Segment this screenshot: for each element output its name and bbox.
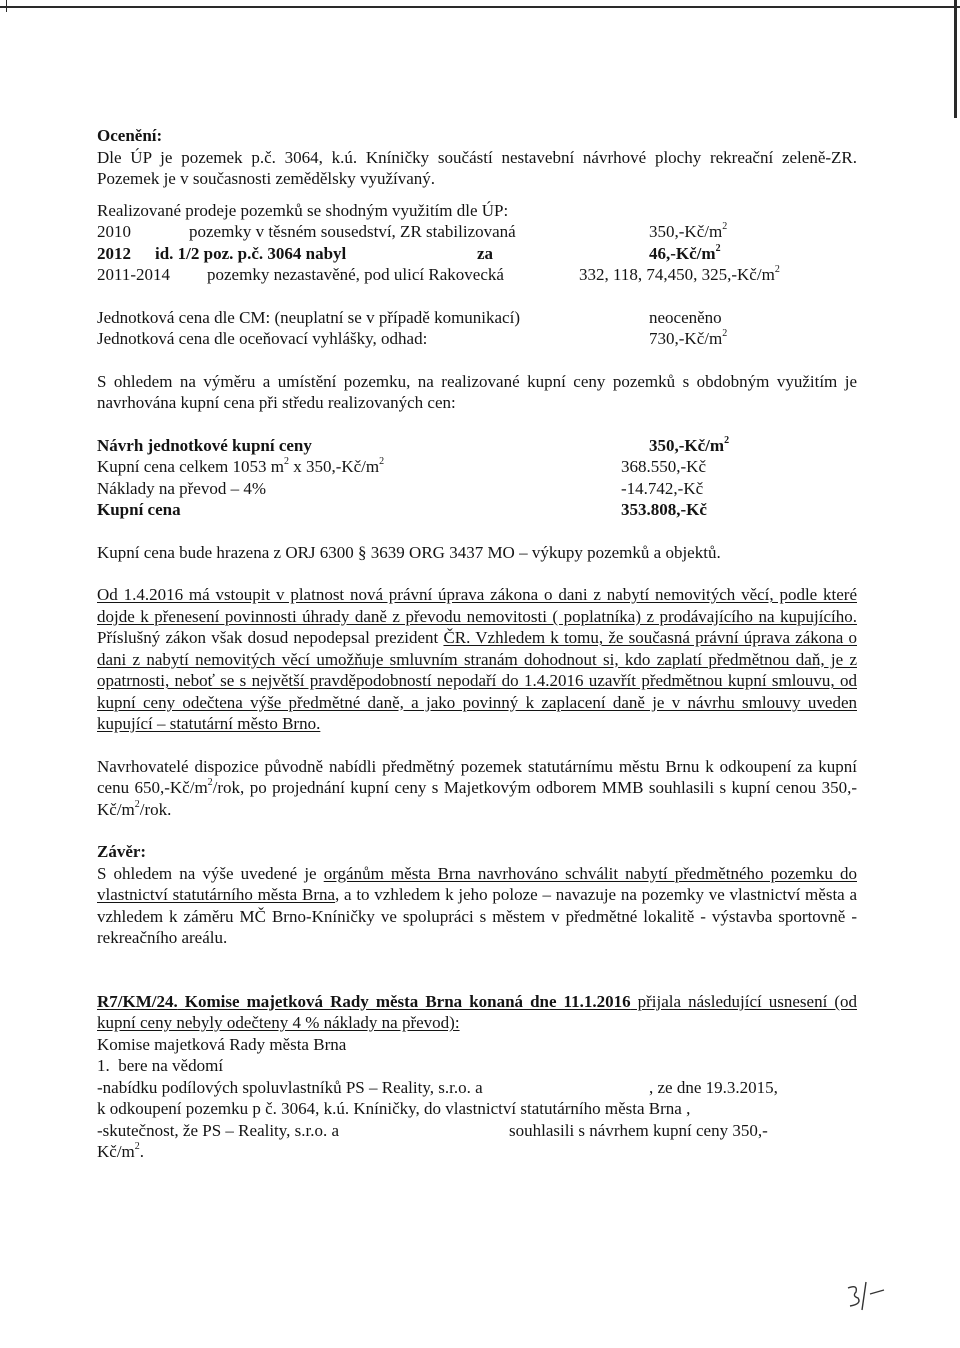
sale-row-2012	[97, 243, 857, 265]
payment-note: Kupní cena bude hrazena z ORJ 6300 § 3639 ORG 3437 MO – výkupy pozemků a objektů.	[97, 542, 721, 562]
calc-costs-row	[97, 478, 857, 500]
resolution-line1: -nabídku podílových spoluvlastníků PS – Reality, s.r.o. a , ze dne 19.3.2015,	[97, 1077, 778, 1097]
calc-proposal-row	[97, 435, 857, 457]
sale-desc: pozemky nezastavěné, pod ulicí Rakovecká	[207, 265, 504, 284]
calc-total-label: Kupní cena celkem 1053 $m^2$ x $350,-Kč/m^2$	[97, 456, 385, 476]
unit-price-decree-row	[97, 328, 857, 350]
sale-desc: pozemky v těsném sousedství, ZR stabilizovaná	[189, 222, 516, 241]
calc-price-label: Kupní cena	[97, 500, 181, 519]
tax-note-part2: Příslušný zákon však dosud nepodepsal prezident	[97, 628, 444, 647]
resolution-line4: $Kč/m^2$.	[97, 1141, 145, 1161]
zaver-heading: Závěr:	[97, 842, 147, 861]
calc-total-row	[97, 456, 857, 478]
sale-row-2010	[97, 221, 857, 243]
resolution-line2: k odkoupení pozemku p č. 3064, k.ú. Kníničky, do vlastnictví statutárního města Brna ,	[97, 1099, 691, 1118]
sale-year: 2011-2014	[97, 265, 171, 284]
sales-intro: Realizované prodeje pozemků se shodným využitím dle ÚP:	[97, 200, 509, 220]
sale-year: 2010	[97, 222, 131, 241]
unit-price-cm-value: neoceněno	[649, 307, 722, 327]
unit-price-cm-label: Jednotková cena dle CM: (neuplatní se v případě komunikací)	[97, 307, 520, 327]
resolution-title	[97, 991, 857, 1034]
proposers-paragraph: Navrhovatelé dispozice původně nabídli předmětný pozemek statutárnímu městu Brnu k odkoupení za kupní cenu $650,-Kč/m^2$/rok, po projednání kupní ceny s Majetkovým odborem MMB souhlasili s kupní cenou $350,-Kč/m^2$/rok.	[97, 756, 857, 819]
calc-price-value: 353.808,-Kč	[621, 500, 707, 519]
unit-price-decree-value: $730,-Kč/m^2$	[649, 328, 728, 348]
tax-note-paragraph	[97, 584, 857, 735]
calc-proposal-label: Návrh jednotkové kupní ceny	[97, 435, 312, 455]
proposal-paragraph: S ohledem na výměru a umístění pozemku, na realizované kupní ceny pozemků s obdobným využitím je navrhována kupní cena při středu realizovaných cen:	[97, 371, 857, 412]
zaver-paragraph: S ohledem na výše uvedené je orgánům města Brna navrhováno schválit nabytí předmětného pozemku do vlastnictví statutárního města Brna, a to vzhledem k jeho poloze – navazuje na pozemky ve vlastnictví města a vzhledem k záměru MČ Brno-Kníničky ve spolupráci s městem v předmětné lokalitě - výstavba sportovně - rekreačního areálu.	[97, 863, 858, 947]
scan-border-left	[6, 0, 7, 12]
sale-price: $350,-Kč/m^2$	[649, 221, 728, 241]
sale-desc: id. 1/2 poz. p.č. 3064 nabyl	[155, 243, 347, 263]
resolution-line3: -skutečnost, že PS – Reality, s.r.o. a souhlasili s návrhem kupní ceny 350,-	[97, 1120, 768, 1140]
calc-costs-value: -14.742,-Kč	[621, 478, 704, 498]
sale-year: 2012	[97, 243, 131, 263]
sale-desc-za: za	[477, 243, 494, 263]
tax-note-part3: ČR. Vzhledem k tomu, že současná právní úprava zákona o dani z nabytí nemovitých věcí umožňuje smluvním stranám dohodnout si, kdo zaplatí předmětnou daň, je z opatrnosti, neboť se s největší pravděpodobností nepodaří do 1.4.2016 uzavřít předmětnou kupní smlouvu, od kupní ceny odečtena výše předmětné daně, a jako povinný k zaplacení daně je v návrhu smlouvy uveden kupující – statutární město Brno.	[97, 628, 857, 733]
calc-costs-label: Náklady na převod – 4%	[97, 478, 267, 498]
oceneni-paragraph: Dle ÚP je pozemek p.č. 3064, k.ú. Kníničky součástí nestavební návrhové plochy rekreační zeleně-ZR. Pozemek je v současnosti zemědělsky využívaný.	[97, 147, 857, 188]
handwritten-page-mark	[840, 1276, 890, 1316]
sale-price: $46,-Kč/m^2$	[649, 242, 721, 263]
scan-border-top	[0, 6, 960, 8]
sale-price: 332, 118, 74,450, $325,-Kč/m^2$	[579, 264, 780, 284]
calc-proposal-value: $350,-Kč/m^2$	[649, 434, 730, 455]
unit-price-decree-label: Jednotková cena dle oceňovací vyhlášky, odhad:	[97, 329, 428, 348]
resolution-title-rest: přijala následující usnesení (od kupní ceny nebyly odečteny 4 % náklady na převod):	[97, 991, 857, 1032]
scan-border-right	[954, 0, 957, 118]
oceneni-heading: Ocenění:	[97, 126, 163, 145]
resolution-code: R7/KM/24.	[97, 991, 178, 1011]
calc-price-row	[97, 499, 857, 521]
sale-row-2011-2014	[97, 264, 857, 286]
tax-note-part1: Od 1.4.2016 má vstoupit v platnost nová právní úprava zákona o dani z nabytí nemovitých věcí, podle které dojde k přenesení povinnosti úhrady daně z převodu nemovitosti ( poplatníka) z prodávajícího na kupujícího.	[97, 585, 857, 626]
document-page	[97, 125, 857, 1163]
resolution-body-label: Komise majetková Rady města Brna	[97, 1034, 347, 1054]
resolution-item: 1. bere na vědomí	[97, 1056, 224, 1075]
unit-price-cm-row	[97, 307, 857, 329]
resolution-committee: Komise majetková Rady města Brna konaná dne 11.1.2016	[177, 991, 631, 1011]
calc-total-value: 368.550,-Kč	[621, 457, 706, 476]
